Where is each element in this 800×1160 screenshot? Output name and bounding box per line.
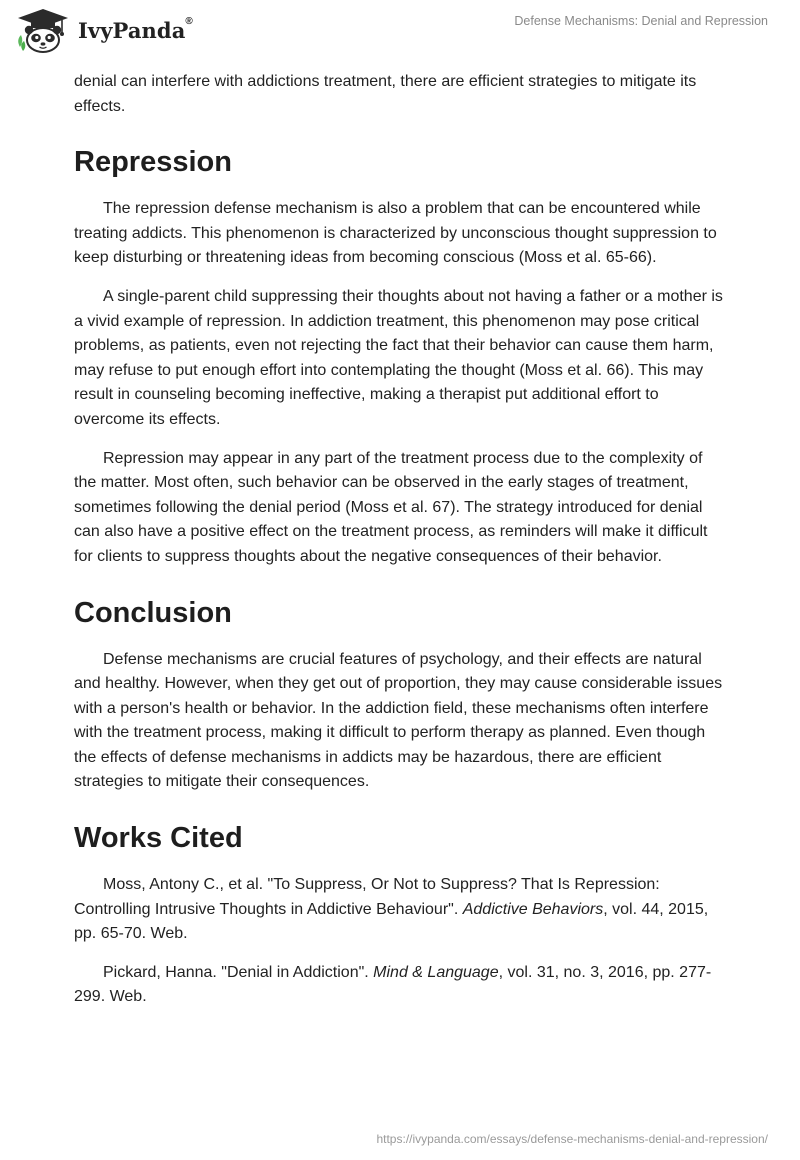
brand-name: IvyPanda®: [78, 15, 193, 43]
intro-paragraph: denial can interfere with addictions treatment, there are efficient strategies to mitigate its effects.: [74, 73, 697, 115]
panda-graduate-icon: [14, 7, 72, 53]
logo[interactable]: [14, 7, 193, 53]
heading-conclusion: Conclusion: [74, 596, 232, 629]
repression-paragraph-1: The repression defense mechanism is also a problem that can be encountered while treating addicts. This phenomenon is characterized by unconscious thought suppression to keep disturbing or threatening ideas from becoming conscious (Moss et al. 65-66).: [74, 200, 717, 267]
essay-content: [74, 70, 726, 1010]
repression-paragraph-3: Repression may appear in any part of the treatment process due to the complexity of the matter. Most often, such behavior can be observed in the early stages of treatment, sometimes following the denial period (Moss et al. 67). The strategy introduced for denial can also have a positive effect on the treatment process, as reminders will make it difficult for clients to suppress thoughts about the negative consequences of their behavior.: [74, 449, 708, 565]
source-url[interactable]: https://ivypanda.com/essays/defense-mechanisms-denial-and-repression/: [376, 1132, 768, 1146]
repression-paragraph-2: A single-parent child suppressing their thoughts about not having a father or a mother is a vivid example of repression. In addiction treatment, this phenomenon may pose critical problems, as patients, even not rejecting the fact that their behavior can cause them harm, may refuse to put enough effort into contemplating the thought (Moss et al. 66). This may result in counseling becoming ineffective, making a therapist put additional effort to overcome its effects.: [74, 287, 723, 428]
conclusion-paragraph: Defense mechanisms are crucial features of psychology, and their effects are natural and healthy. However, when they get out of proportion, they may cause considerable issues with a person's health or behavior. In the addiction field, these mechanisms often interfere with the treatment process, making it difficult to perform therapy as planned. Even though the effects of defense mechanisms in addicts may be hazardous, there are efficient strategies to mitigate their consequences.: [74, 650, 723, 791]
citation-journal: Mind & Language: [373, 963, 499, 981]
citation-pickard: Pickard, Hanna. "Denial in Addiction". Mind & Language, vol. 31, no. 3, 2016, pp. 277-299. Web.: [74, 963, 712, 1006]
citation-moss: Moss, Antony C., et al. "To Suppress, Or Not to Suppress? That Is Repression: Controlling Intrusive Thoughts in Addictive Behaviour". Addictive Behaviors, vol. 44, 2015, pp. 65-70. Web.: [74, 876, 709, 943]
document-title: Defense Mechanisms: Denial and Repression: [514, 14, 768, 28]
citation-journal: Addictive Behaviors: [462, 900, 604, 918]
heading-repression: Repression: [74, 146, 232, 179]
heading-works-cited: Works Cited: [74, 822, 243, 855]
page-header: [0, 0, 800, 64]
